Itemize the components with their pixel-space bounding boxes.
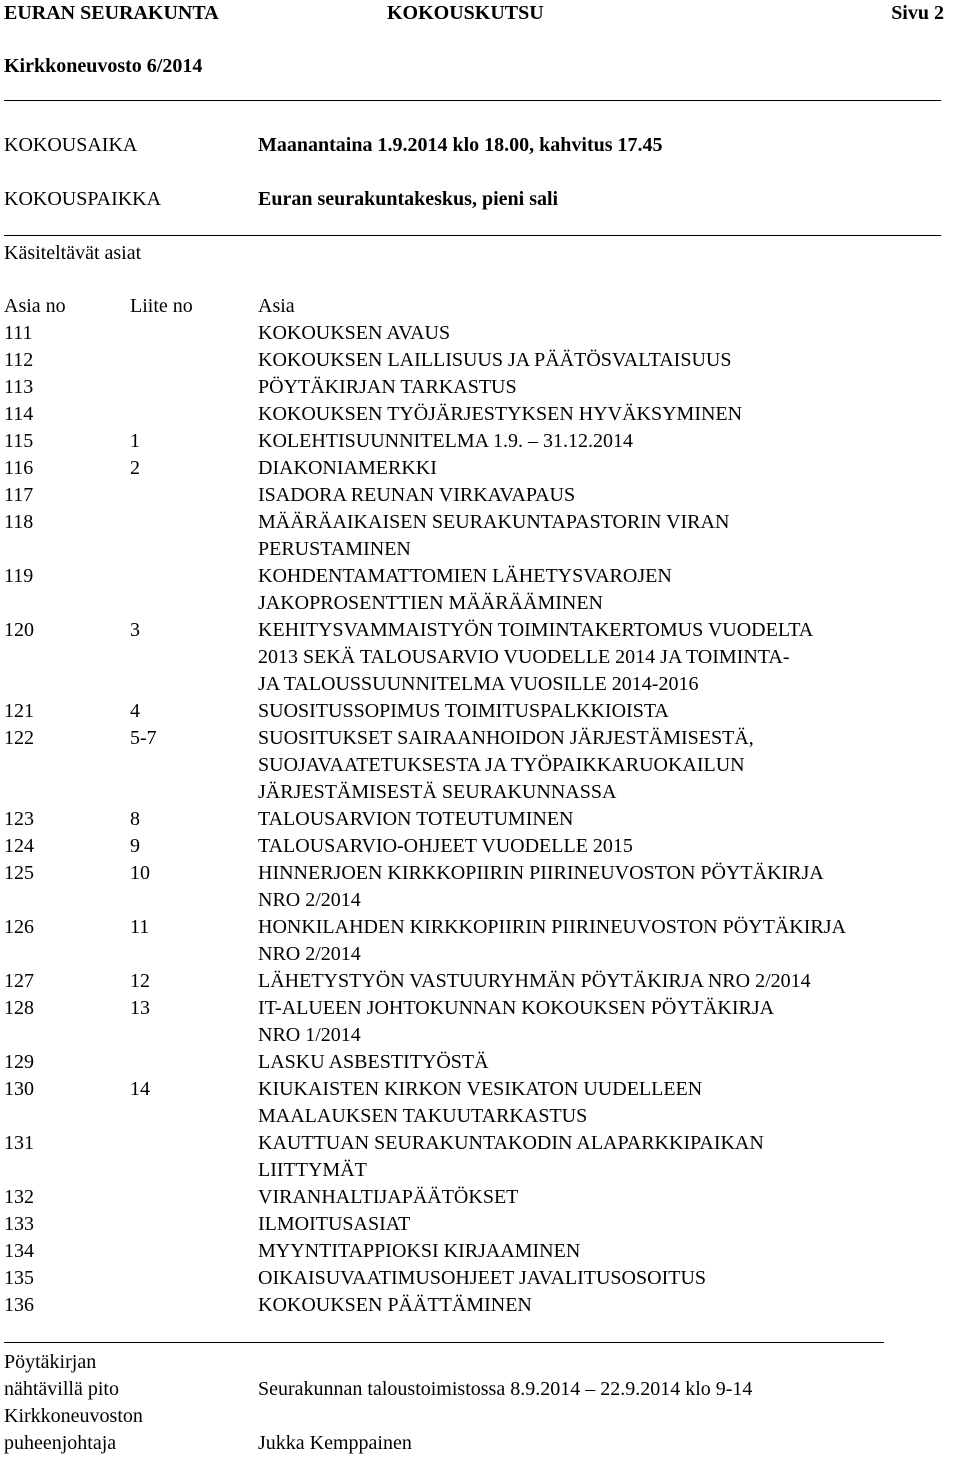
agenda-item-title-line: KAUTTUAN SEURAKUNTAKODIN ALAPARKKIPAIKAN <box>258 1132 764 1154</box>
agenda-item-title-line: 2013 SEKÄ TALOUSARVIO VUODELLE 2014 JA TOIMINTA- <box>258 646 790 668</box>
agenda-item-title-line: NRO 2/2014 <box>258 889 361 911</box>
agenda-item-title-line: KEHITYSVAMMAISTYÖN TOIMINTAKERTOMUS VUODELTA <box>258 619 814 641</box>
agenda-attachment-number <box>130 482 258 509</box>
agenda-row <box>4 401 954 428</box>
agenda-item-title <box>258 1049 954 1076</box>
agenda-item-number: 126 <box>4 916 34 938</box>
agenda-item-number: 133 <box>4 1213 34 1235</box>
agenda-item-number: 128 <box>4 997 34 1019</box>
agenda-row <box>4 563 954 617</box>
agenda-item-title <box>258 1130 954 1184</box>
agenda-item-title-line: LASKU ASBESTITYÖSTÄ <box>258 1051 489 1073</box>
agenda-item-number: 113 <box>4 376 34 398</box>
agenda-row <box>4 1238 954 1265</box>
agenda-item-number: 136 <box>4 1294 34 1316</box>
agenda-item-title-line: PERUSTAMINEN <box>258 538 411 560</box>
document-type: KOKOUSKUTSU <box>387 2 544 24</box>
agenda-item-title <box>258 1238 954 1265</box>
agenda-attachment-number: 12 <box>130 970 150 992</box>
agenda-attachment-number: 9 <box>130 835 140 857</box>
agenda-attachment-number <box>130 347 258 374</box>
agenda-item-number: 124 <box>4 835 34 857</box>
agenda-attachment-number <box>130 1238 258 1265</box>
agenda-item-title-line: SUOJAVAATETUKSESTA JA TYÖPAIKKARUOKAILUN <box>258 754 745 776</box>
agenda-item-number: 118 <box>4 511 34 533</box>
agenda-item-title-line: JA TALOUSSUUNNITELMA VUOSILLE 2014-2016 <box>258 673 699 695</box>
agenda-item-title <box>258 455 954 482</box>
agenda-item-title-line: SUOSITUSSOPIMUS TOIMITUSPALKKIOISTA <box>258 700 669 722</box>
agenda-item-number: 122 <box>4 727 34 749</box>
agenda-item-title-line: ISADORA REUNAN VIRKAVAPAUS <box>258 484 576 506</box>
agenda-item-title <box>258 1211 954 1238</box>
agenda-item-number: 115 <box>4 430 34 452</box>
agenda-row <box>4 1211 954 1238</box>
agenda-item-number: 131 <box>4 1132 34 1154</box>
agenda-item-title <box>258 401 954 428</box>
meeting-place-value: Euran seurakuntakeskus, pieni sali <box>258 188 559 210</box>
agenda-item-number: 129 <box>4 1051 34 1073</box>
header-rule <box>4 100 941 101</box>
agenda-item-title <box>258 374 954 401</box>
agenda-row <box>4 1130 954 1184</box>
agenda-row <box>4 320 954 347</box>
agenda-item-number: 114 <box>4 403 34 425</box>
agenda-item-title <box>258 698 954 725</box>
agenda-item-number: 116 <box>4 457 34 479</box>
agenda-item-title <box>258 482 954 509</box>
agenda-item-title-line: KOKOUKSEN LAILLISUUS JA PÄÄTÖSVALTAISUUS <box>258 349 732 371</box>
agenda-row <box>4 806 954 833</box>
agenda-item-number: 132 <box>4 1186 34 1208</box>
agenda-row <box>4 860 954 914</box>
agenda-attachment-number: 4 <box>130 700 140 722</box>
meeting-info-rule <box>4 235 941 236</box>
agenda-item-number: 120 <box>4 619 34 641</box>
column-header-asia-no: Asia no <box>4 295 66 317</box>
agenda-item-title-line: MÄÄRÄAIKAISEN SEURAKUNTAPASTORIN VIRAN <box>258 511 730 533</box>
agenda-item-title <box>258 1076 954 1130</box>
meeting-place-label: KOKOUSPAIKKA <box>4 188 162 210</box>
agenda-attachment-number: 5-7 <box>130 727 157 749</box>
agenda-row <box>4 455 954 482</box>
agenda-item-title-line: SUOSITUKSET SAIRAANHOIDON JÄRJESTÄMISESTÄ, <box>258 727 754 749</box>
agenda-item-title-line: IT-ALUEEN JOHTOKUNNAN KOKOUKSEN PÖYTÄKIRJA <box>258 997 775 1019</box>
agenda-item-title-line: HONKILAHDEN KIRKKOPIIRIN PIIRINEUVOSTON PÖYTÄKIRJA <box>258 916 846 938</box>
column-header-liite-no: Liite no <box>130 295 193 317</box>
agenda-item-title-line: TALOUSARVION TOTEUTUMINEN <box>258 808 574 830</box>
agenda-item-title <box>258 428 954 455</box>
agenda-item-title <box>258 617 954 698</box>
agenda-table <box>4 293 954 1319</box>
agenda-row <box>4 725 954 806</box>
agenda-item-number: 121 <box>4 700 34 722</box>
agenda-row <box>4 968 954 995</box>
agenda-row <box>4 1292 954 1319</box>
agenda-item-title-line: KOKOUKSEN TYÖJÄRJESTYKSEN HYVÄKSYMINEN <box>258 403 743 425</box>
agenda-item-title-line: KOKOUKSEN AVAUS <box>258 322 451 344</box>
agenda-item-number: 123 <box>4 808 34 830</box>
agenda-row <box>4 1265 954 1292</box>
agenda-item-title-line: VIRANHALTIJAPÄÄTÖKSET <box>258 1186 519 1208</box>
agenda-attachment-number <box>130 1049 258 1076</box>
agenda-section-title: Käsiteltävät asiat <box>4 242 142 264</box>
agenda-item-number: 111 <box>4 322 33 344</box>
footer-row-chair-label-1 <box>4 1403 954 1430</box>
agenda-item-title <box>258 968 954 995</box>
display-value: Seurakunnan taloustoimistossa 8.9.2014 – 22.9.2014 klo 9-14 <box>258 1378 753 1400</box>
agenda-row <box>4 374 954 401</box>
column-header-asia: Asia <box>258 295 295 317</box>
agenda-item-title-line: KOLEHTISUUNNITELMA 1.9. – 31.12.2014 <box>258 430 633 452</box>
agenda-item-title <box>258 509 954 563</box>
agenda-item-number: 125 <box>4 862 34 884</box>
agenda-attachment-number <box>130 320 258 347</box>
agenda-item-number: 117 <box>4 484 34 506</box>
meeting-body: Kirkkoneuvosto 6/2014 <box>4 55 203 77</box>
agenda-item-title-line: MYYNTITAPPIOKSI KIRJAAMINEN <box>258 1240 581 1262</box>
agenda-attachment-number: 10 <box>130 862 150 884</box>
agenda-item-title <box>258 1292 954 1319</box>
page-number: Sivu 2 <box>891 2 944 24</box>
agenda-item-title <box>258 563 954 617</box>
agenda-row <box>4 914 954 968</box>
agenda-attachment-number: 11 <box>130 916 150 938</box>
organization-name: EURAN SEURAKUNTA <box>4 2 219 24</box>
agenda-attachment-number: 14 <box>130 1078 150 1100</box>
agenda-attachment-number: 3 <box>130 619 140 641</box>
agenda-item-number: 119 <box>4 565 34 587</box>
agenda-item-number: 134 <box>4 1240 34 1262</box>
meeting-time-row <box>4 132 954 159</box>
agenda-attachment-number: 2 <box>130 457 140 479</box>
agenda-row <box>4 1049 954 1076</box>
agenda-item-number: 135 <box>4 1267 34 1289</box>
agenda-item-title-line: JÄRJESTÄMISESTÄ SEURAKUNNASSA <box>258 781 617 803</box>
agenda-item-title-line: PÖYTÄKIRJAN TARKASTUS <box>258 376 517 398</box>
agenda-row <box>4 428 954 455</box>
meeting-time-value: Maanantaina 1.9.2014 klo 18.00, kahvitus 17.45 <box>258 134 663 156</box>
agenda-item-title <box>258 1265 954 1292</box>
chair-name: Jukka Kemppainen <box>258 1432 412 1454</box>
agenda-item-title-line: ILMOITUSASIAT <box>258 1213 411 1235</box>
meeting-place-row <box>4 186 954 213</box>
agenda-row <box>4 995 954 1049</box>
agenda-row <box>4 482 954 509</box>
agenda-item-title <box>258 860 954 914</box>
agenda-attachment-number: 13 <box>130 997 150 1019</box>
agenda-attachment-number <box>130 563 258 617</box>
agenda-attachment-number: 1 <box>130 430 140 452</box>
page-header <box>4 0 954 27</box>
agenda-attachment-number: 8 <box>130 808 140 830</box>
agenda-item-title-line: JAKOPROSENTTIEN MÄÄRÄÄMINEN <box>258 592 603 614</box>
agenda-item-title <box>258 806 954 833</box>
agenda-item-title <box>258 320 954 347</box>
agenda-item-title-line: NRO 2/2014 <box>258 943 361 965</box>
agenda-item-title-line: KOKOUKSEN PÄÄTTÄMINEN <box>258 1294 532 1316</box>
agenda-item-title <box>258 833 954 860</box>
agenda-row <box>4 833 954 860</box>
agenda-item-title-line: LIITTYMÄT <box>258 1159 367 1181</box>
agenda-item-title <box>258 725 954 806</box>
agenda-header-row <box>4 293 954 320</box>
display-label-line-1: Pöytäkirjan <box>4 1351 97 1373</box>
agenda-item-title-line: MAALAUKSEN TAKUUTARKASTUS <box>258 1105 588 1127</box>
chair-label-line-2: puheenjohtaja <box>4 1432 117 1454</box>
footer <box>4 1349 954 1457</box>
footer-row-display <box>4 1376 954 1403</box>
agenda-item-title-line: TALOUSARVIO-OHJEET VUODELLE 2015 <box>258 835 633 857</box>
agenda-item-title-line: NRO 1/2014 <box>258 1024 361 1046</box>
footer-row-display-label-1 <box>4 1349 954 1376</box>
agenda-attachment-number <box>130 1292 258 1319</box>
agenda-attachment-number <box>130 1265 258 1292</box>
agenda-item-number: 130 <box>4 1078 34 1100</box>
agenda-attachment-number <box>130 1184 258 1211</box>
document-page <box>4 0 954 1454</box>
chair-label-line-1: Kirkkoneuvoston <box>4 1405 143 1427</box>
agenda-item-title <box>258 995 954 1049</box>
agenda-item-title-line: KOHDENTAMATTOMIEN LÄHETYSVAROJEN <box>258 565 672 587</box>
agenda-attachment-number <box>130 374 258 401</box>
agenda-attachment-number <box>130 1211 258 1238</box>
agenda-item-title-line: DIAKONIAMERKKI <box>258 457 437 479</box>
agenda-row <box>4 509 954 563</box>
agenda-item-title-line: OIKAISUVAATIMUSOHJEET JAVALITUSOSOITUS <box>258 1267 707 1289</box>
agenda-row <box>4 698 954 725</box>
agenda-row <box>4 617 954 698</box>
footer-rule <box>4 1342 884 1343</box>
display-label-line-2: nähtävillä pito <box>4 1378 119 1400</box>
agenda-attachment-number <box>130 401 258 428</box>
agenda-item-title <box>258 1184 954 1211</box>
agenda-row <box>4 1184 954 1211</box>
agenda-row <box>4 1076 954 1130</box>
footer-row-chair <box>4 1430 954 1457</box>
meeting-time-label: KOKOUSAIKA <box>4 134 138 156</box>
agenda-item-title-line: KIUKAISTEN KIRKON VESIKATON UUDELLEEN <box>258 1078 703 1100</box>
agenda-attachment-number <box>130 1130 258 1184</box>
agenda-attachment-number <box>130 509 258 563</box>
agenda-item-number: 112 <box>4 349 34 371</box>
agenda-item-title-line: HINNERJOEN KIRKKOPIIRIN PIIRINEUVOSTON PÖYTÄKIRJA <box>258 862 824 884</box>
agenda-item-number: 127 <box>4 970 34 992</box>
agenda-row <box>4 347 954 374</box>
agenda-item-title-line: LÄHETYSTYÖN VASTUURYHMÄN PÖYTÄKIRJA NRO 2/2014 <box>258 970 811 992</box>
agenda-item-title <box>258 914 954 968</box>
agenda-item-title <box>258 347 954 374</box>
